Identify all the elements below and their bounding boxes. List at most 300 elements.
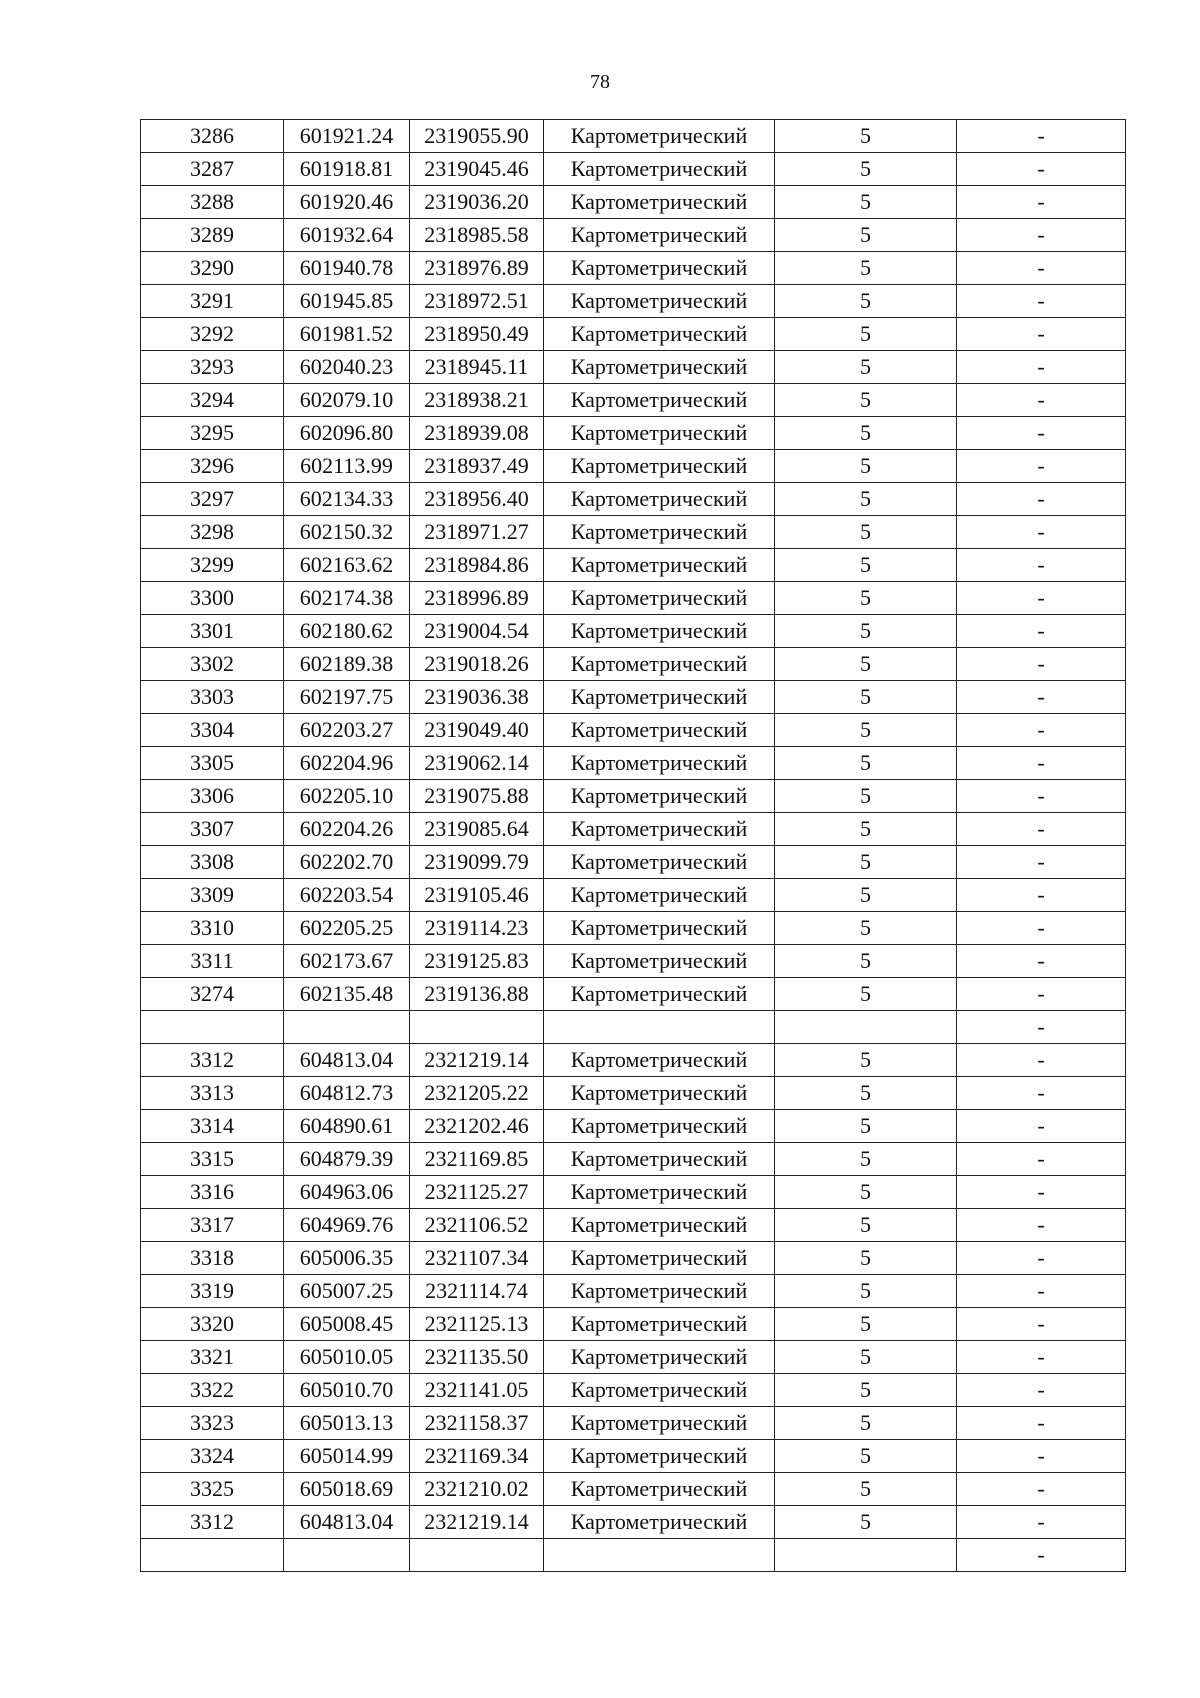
accuracy-cell: 5 [775,120,957,153]
accuracy-cell [775,1011,957,1044]
note-cell: - [957,1308,1126,1341]
note-cell: - [957,1110,1126,1143]
accuracy-cell: 5 [775,1407,957,1440]
point-number-cell: 3305 [141,747,284,780]
x-coordinate-cell: 605008.45 [284,1308,410,1341]
method-cell: Картометрический [544,1077,775,1110]
accuracy-cell: 5 [775,615,957,648]
note-cell: - [957,1176,1126,1209]
x-coordinate-cell: 601932.64 [284,219,410,252]
y-coordinate-cell: 2319105.46 [410,879,544,912]
y-coordinate-cell: 2321202.46 [410,1110,544,1143]
x-coordinate-cell: 604890.61 [284,1110,410,1143]
x-coordinate-cell: 604813.04 [284,1506,410,1539]
note-cell: - [957,945,1126,978]
note-cell: - [957,483,1126,516]
method-cell: Картометрический [544,1110,775,1143]
note-cell: - [957,153,1126,186]
table-body [141,120,1126,1572]
point-number-cell: 3304 [141,714,284,747]
table-row [141,1011,1126,1044]
table-row [141,846,1126,879]
y-coordinate-cell: 2318937.49 [410,450,544,483]
y-coordinate-cell: 2321141.05 [410,1374,544,1407]
table-row [141,978,1126,1011]
table-row [141,1539,1126,1572]
table-row [141,1407,1126,1440]
note-cell: - [957,681,1126,714]
method-cell [544,1011,775,1044]
accuracy-cell: 5 [775,483,957,516]
table-row [141,813,1126,846]
table-row [141,582,1126,615]
accuracy-cell: 5 [775,1077,957,1110]
x-coordinate-cell: 602163.62 [284,549,410,582]
method-cell: Картометрический [544,1044,775,1077]
y-coordinate-cell: 2319045.46 [410,153,544,186]
note-cell: - [957,516,1126,549]
point-number-cell: 3311 [141,945,284,978]
point-number-cell: 3313 [141,1077,284,1110]
method-cell: Картометрический [544,318,775,351]
method-cell: Картометрический [544,1407,775,1440]
y-coordinate-cell: 2319036.38 [410,681,544,714]
y-coordinate-cell: 2318996.89 [410,582,544,615]
table-row [141,1176,1126,1209]
point-number-cell: 3296 [141,450,284,483]
y-coordinate-cell: 2318950.49 [410,318,544,351]
y-coordinate-cell: 2321219.14 [410,1044,544,1077]
point-number-cell: 3288 [141,186,284,219]
point-number-cell: 3325 [141,1473,284,1506]
x-coordinate-cell: 601981.52 [284,318,410,351]
accuracy-cell: 5 [775,186,957,219]
point-number-cell: 3298 [141,516,284,549]
table-row [141,252,1126,285]
accuracy-cell: 5 [775,351,957,384]
table-row [141,681,1126,714]
x-coordinate-cell: 602203.27 [284,714,410,747]
x-coordinate-cell: 604969.76 [284,1209,410,1242]
note-cell: - [957,747,1126,780]
table-row [141,1341,1126,1374]
note-cell: - [957,285,1126,318]
x-coordinate-cell: 605013.13 [284,1407,410,1440]
note-cell: - [957,1341,1126,1374]
accuracy-cell: 5 [775,912,957,945]
point-number-cell: 3315 [141,1143,284,1176]
accuracy-cell: 5 [775,318,957,351]
page-number: 78 [590,71,610,93]
table-row [141,1440,1126,1473]
point-number-cell: 3323 [141,1407,284,1440]
x-coordinate-cell: 605006.35 [284,1242,410,1275]
y-coordinate-cell: 2319004.54 [410,615,544,648]
y-coordinate-cell: 2318945.11 [410,351,544,384]
x-coordinate-cell: 602205.10 [284,780,410,813]
x-coordinate-cell: 605014.99 [284,1440,410,1473]
y-coordinate-cell: 2321210.02 [410,1473,544,1506]
point-number-cell: 3302 [141,648,284,681]
table-row [141,186,1126,219]
point-number-cell: 3297 [141,483,284,516]
point-number-cell: 3317 [141,1209,284,1242]
x-coordinate-cell: 605007.25 [284,1275,410,1308]
method-cell: Картометрический [544,1506,775,1539]
accuracy-cell: 5 [775,582,957,615]
point-number-cell: 3310 [141,912,284,945]
point-number-cell: 3306 [141,780,284,813]
table-row [141,615,1126,648]
y-coordinate-cell: 2321169.34 [410,1440,544,1473]
x-coordinate-cell: 604879.39 [284,1143,410,1176]
accuracy-cell: 5 [775,252,957,285]
accuracy-cell: 5 [775,417,957,450]
x-coordinate-cell: 601918.81 [284,153,410,186]
y-coordinate-cell: 2319125.83 [410,945,544,978]
table-row [141,1308,1126,1341]
table-row [141,912,1126,945]
accuracy-cell: 5 [775,450,957,483]
point-number-cell: 3287 [141,153,284,186]
method-cell: Картометрический [544,516,775,549]
x-coordinate-cell: 605018.69 [284,1473,410,1506]
accuracy-cell: 5 [775,681,957,714]
method-cell: Картометрический [544,153,775,186]
method-cell: Картометрический [544,780,775,813]
point-number-cell: 3324 [141,1440,284,1473]
y-coordinate-cell: 2318956.40 [410,483,544,516]
note-cell: - [957,1275,1126,1308]
method-cell: Картометрический [544,186,775,219]
note-cell: - [957,912,1126,945]
method-cell [544,1539,775,1572]
note-cell: - [957,1143,1126,1176]
x-coordinate-cell: 601921.24 [284,120,410,153]
method-cell: Картометрический [544,648,775,681]
method-cell: Картометрический [544,1275,775,1308]
y-coordinate-cell: 2318984.86 [410,549,544,582]
y-coordinate-cell: 2321125.13 [410,1308,544,1341]
method-cell: Картометрический [544,252,775,285]
y-coordinate-cell: 2318985.58 [410,219,544,252]
accuracy-cell: 5 [775,747,957,780]
y-coordinate-cell: 2321114.74 [410,1275,544,1308]
y-coordinate-cell: 2318939.08 [410,417,544,450]
y-coordinate-cell: 2321205.22 [410,1077,544,1110]
note-cell: - [957,1539,1126,1572]
y-coordinate-cell: 2319055.90 [410,120,544,153]
note-cell: - [957,846,1126,879]
table-row [141,1143,1126,1176]
point-number-cell: 3303 [141,681,284,714]
point-number-cell: 3312 [141,1044,284,1077]
table-row [141,1044,1126,1077]
table-row [141,516,1126,549]
table-row [141,648,1126,681]
point-number-cell: 3301 [141,615,284,648]
table-row [141,351,1126,384]
accuracy-cell: 5 [775,1044,957,1077]
table-row [141,318,1126,351]
point-number-cell [141,1539,284,1572]
y-coordinate-cell [410,1539,544,1572]
accuracy-cell: 5 [775,1440,957,1473]
method-cell: Картометрический [544,450,775,483]
table-row [141,714,1126,747]
method-cell: Картометрический [544,549,775,582]
method-cell: Картометрический [544,1308,775,1341]
accuracy-cell: 5 [775,1110,957,1143]
accuracy-cell: 5 [775,1275,957,1308]
point-number-cell: 3295 [141,417,284,450]
method-cell: Картометрический [544,681,775,714]
note-cell: - [957,879,1126,912]
table-row [141,1110,1126,1143]
method-cell: Картометрический [544,714,775,747]
table-row [141,483,1126,516]
note-cell: - [957,549,1126,582]
accuracy-cell: 5 [775,1341,957,1374]
note-cell: - [957,1209,1126,1242]
point-number-cell: 3299 [141,549,284,582]
table-row [141,1506,1126,1539]
note-cell: - [957,1044,1126,1077]
x-coordinate-cell: 601945.85 [284,285,410,318]
method-cell: Картометрический [544,1440,775,1473]
x-coordinate-cell: 604963.06 [284,1176,410,1209]
note-cell: - [957,978,1126,1011]
note-cell: - [957,384,1126,417]
table-row [141,219,1126,252]
accuracy-cell: 5 [775,1506,957,1539]
note-cell: - [957,615,1126,648]
note-cell: - [957,120,1126,153]
table-row [141,549,1126,582]
note-cell: - [957,1374,1126,1407]
table-row [141,780,1126,813]
method-cell: Картометрический [544,1143,775,1176]
accuracy-cell: 5 [775,1143,957,1176]
point-number-cell: 3291 [141,285,284,318]
point-number-cell: 3321 [141,1341,284,1374]
y-coordinate-cell: 2321135.50 [410,1341,544,1374]
y-coordinate-cell: 2318971.27 [410,516,544,549]
x-coordinate-cell: 602204.96 [284,747,410,780]
y-coordinate-cell: 2321106.52 [410,1209,544,1242]
table-row [141,1473,1126,1506]
x-coordinate-cell: 604812.73 [284,1077,410,1110]
method-cell: Картометрический [544,978,775,1011]
x-coordinate-cell: 602174.38 [284,582,410,615]
x-coordinate-cell: 602040.23 [284,351,410,384]
accuracy-cell: 5 [775,648,957,681]
point-number-cell: 3286 [141,120,284,153]
y-coordinate-cell: 2318976.89 [410,252,544,285]
accuracy-cell: 5 [775,1242,957,1275]
y-coordinate-cell: 2318972.51 [410,285,544,318]
method-cell: Картометрический [544,483,775,516]
method-cell: Картометрический [544,582,775,615]
y-coordinate-cell [410,1011,544,1044]
y-coordinate-cell: 2319099.79 [410,846,544,879]
note-cell: - [957,813,1126,846]
table-row [141,1275,1126,1308]
accuracy-cell: 5 [775,1308,957,1341]
note-cell: - [957,714,1126,747]
point-number-cell: 3289 [141,219,284,252]
point-number-cell: 3290 [141,252,284,285]
y-coordinate-cell: 2319075.88 [410,780,544,813]
x-coordinate-cell: 602205.25 [284,912,410,945]
accuracy-cell: 5 [775,945,957,978]
method-cell: Картометрический [544,351,775,384]
note-cell: - [957,648,1126,681]
y-coordinate-cell: 2321169.85 [410,1143,544,1176]
accuracy-cell: 5 [775,1209,957,1242]
note-cell: - [957,1077,1126,1110]
method-cell: Картометрический [544,1209,775,1242]
x-coordinate-cell: 602113.99 [284,450,410,483]
y-coordinate-cell: 2319036.20 [410,186,544,219]
point-number-cell [141,1011,284,1044]
method-cell: Картометрический [544,120,775,153]
table-row [141,120,1126,153]
accuracy-cell: 5 [775,879,957,912]
y-coordinate-cell: 2321107.34 [410,1242,544,1275]
point-number-cell: 3274 [141,978,284,1011]
note-cell: - [957,1506,1126,1539]
point-number-cell: 3309 [141,879,284,912]
x-coordinate-cell: 602202.70 [284,846,410,879]
point-number-cell: 3300 [141,582,284,615]
method-cell: Картометрический [544,219,775,252]
method-cell: Картометрический [544,1374,775,1407]
method-cell: Картометрический [544,747,775,780]
table-row [141,747,1126,780]
method-cell: Картометрический [544,879,775,912]
accuracy-cell: 5 [775,813,957,846]
y-coordinate-cell: 2319085.64 [410,813,544,846]
table-row [141,450,1126,483]
x-coordinate-cell: 605010.05 [284,1341,410,1374]
accuracy-cell: 5 [775,714,957,747]
accuracy-cell [775,1539,957,1572]
x-coordinate-cell: 604813.04 [284,1044,410,1077]
method-cell: Картометрический [544,912,775,945]
table-row [141,417,1126,450]
method-cell: Картометрический [544,1341,775,1374]
table-row [141,384,1126,417]
table-row [141,153,1126,186]
note-cell: - [957,318,1126,351]
x-coordinate-cell: 602096.80 [284,417,410,450]
point-number-cell: 3292 [141,318,284,351]
point-number-cell: 3294 [141,384,284,417]
note-cell: - [957,450,1126,483]
accuracy-cell: 5 [775,978,957,1011]
x-coordinate-cell: 602204.26 [284,813,410,846]
y-coordinate-cell: 2319018.26 [410,648,544,681]
note-cell: - [957,219,1126,252]
note-cell: - [957,351,1126,384]
point-number-cell: 3316 [141,1176,284,1209]
x-coordinate-cell: 602173.67 [284,945,410,978]
x-coordinate-cell: 602134.33 [284,483,410,516]
method-cell: Картометрический [544,1473,775,1506]
accuracy-cell: 5 [775,1176,957,1209]
x-coordinate-cell: 605010.70 [284,1374,410,1407]
y-coordinate-cell: 2319114.23 [410,912,544,945]
note-cell: - [957,1011,1126,1044]
x-coordinate-cell: 601940.78 [284,252,410,285]
note-cell: - [957,1242,1126,1275]
point-number-cell: 3322 [141,1374,284,1407]
accuracy-cell: 5 [775,516,957,549]
method-cell: Картометрический [544,813,775,846]
x-coordinate-cell: 602079.10 [284,384,410,417]
note-cell: - [957,582,1126,615]
accuracy-cell: 5 [775,780,957,813]
note-cell: - [957,417,1126,450]
table-row [141,879,1126,912]
method-cell: Картометрический [544,1176,775,1209]
note-cell: - [957,186,1126,219]
point-number-cell: 3308 [141,846,284,879]
note-cell: - [957,1407,1126,1440]
accuracy-cell: 5 [775,1374,957,1407]
table-row [141,285,1126,318]
accuracy-cell: 5 [775,153,957,186]
accuracy-cell: 5 [775,285,957,318]
x-coordinate-cell: 602150.32 [284,516,410,549]
x-coordinate-cell: 602180.62 [284,615,410,648]
y-coordinate-cell: 2321125.27 [410,1176,544,1209]
y-coordinate-cell: 2321219.14 [410,1506,544,1539]
x-coordinate-cell [284,1539,410,1572]
table-row [141,1209,1126,1242]
x-coordinate-cell: 602203.54 [284,879,410,912]
note-cell: - [957,1473,1126,1506]
accuracy-cell: 5 [775,846,957,879]
x-coordinate-cell [284,1011,410,1044]
method-cell: Картометрический [544,1242,775,1275]
y-coordinate-cell: 2318938.21 [410,384,544,417]
y-coordinate-cell: 2321158.37 [410,1407,544,1440]
point-number-cell: 3314 [141,1110,284,1143]
x-coordinate-cell: 602197.75 [284,681,410,714]
accuracy-cell: 5 [775,219,957,252]
point-number-cell: 3318 [141,1242,284,1275]
method-cell: Картометрический [544,945,775,978]
table-row [141,945,1126,978]
method-cell: Картометрический [544,417,775,450]
method-cell: Картометрический [544,846,775,879]
y-coordinate-cell: 2319062.14 [410,747,544,780]
point-number-cell: 3312 [141,1506,284,1539]
method-cell: Картометрический [544,615,775,648]
table-row [141,1077,1126,1110]
y-coordinate-cell: 2319049.40 [410,714,544,747]
note-cell: - [957,252,1126,285]
note-cell: - [957,1440,1126,1473]
x-coordinate-cell: 602189.38 [284,648,410,681]
y-coordinate-cell: 2319136.88 [410,978,544,1011]
method-cell: Картометрический [544,384,775,417]
point-number-cell: 3293 [141,351,284,384]
accuracy-cell: 5 [775,384,957,417]
table-row [141,1374,1126,1407]
